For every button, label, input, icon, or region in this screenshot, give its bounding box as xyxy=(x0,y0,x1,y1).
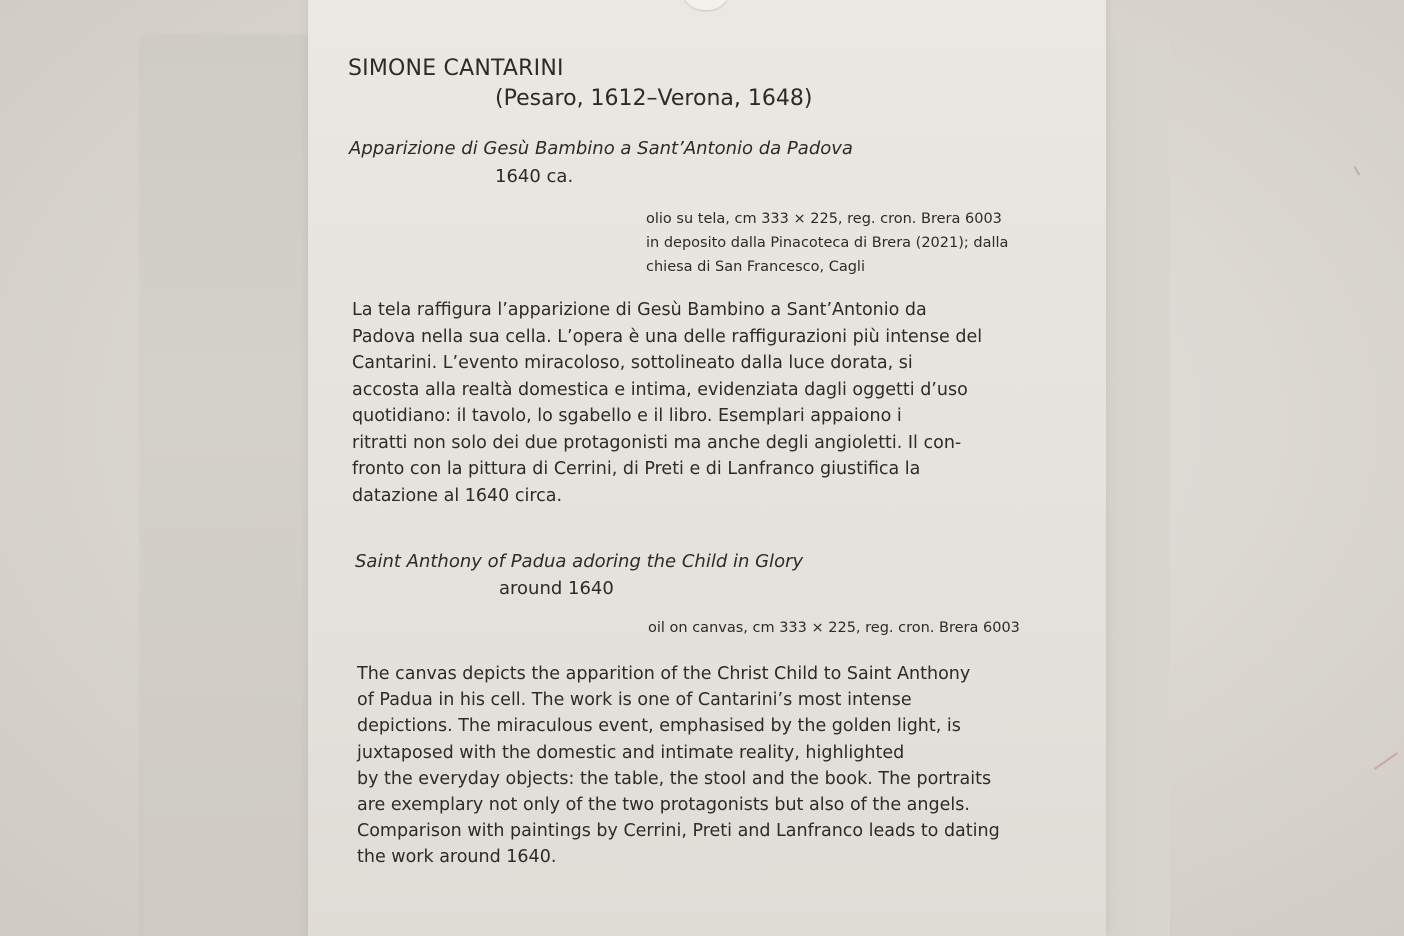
description-line: accosta alla realtà domestica e intima, evidenziata dagli oggetti d’uso xyxy=(352,379,968,400)
description-line: the work around 1640. xyxy=(357,847,557,868)
description-line: are exemplary not only of the two protagonists but also of the angels. xyxy=(357,795,970,816)
description-line: datazione al 1640 circa. xyxy=(352,485,563,506)
technical-line: in deposito dalla Pinacoteca di Brera (2021); dalla xyxy=(646,235,1009,251)
description-line: Comparison with paintings by Cerrini, Preti and Lanfranco leads to dating xyxy=(357,821,1000,842)
description-line: La tela raffigura l’apparizione di Gesù Bambino a Sant’Antonio da xyxy=(352,300,927,320)
label-card-shadow xyxy=(1104,40,1170,936)
technical-info-english: oil on canvas, cm 333 × 225, reg. cron. Brera 6003 xyxy=(648,620,1020,636)
artist-name: SIMONE CANTARINI xyxy=(348,56,564,81)
description-line: Padova nella sua cella. L’opera è una delle raffigurazioni più intense del xyxy=(352,326,983,347)
description-line: quotidiano: il tavolo, lo sgabello e il libro. Esemplari appaiono i xyxy=(352,406,902,426)
artwork-date-italian: 1640 ca. xyxy=(495,166,574,187)
artwork-title-english: Saint Anthony of Padua adoring the Child in Glory xyxy=(355,551,804,572)
technical-info-italian xyxy=(646,207,1008,279)
technical-line: chiesa di San Francesco, Cagli xyxy=(646,259,865,275)
artist-dates: (Pesaro, 1612–Verona, 1648) xyxy=(495,86,813,111)
artwork-title-italian: Apparizione di Gesù Bambino a Sant’Antonio da Padova xyxy=(349,138,853,159)
artwork-date-english: around 1640 xyxy=(499,578,614,599)
description-line: fronto con la pittura di Cerrini, di Preti e di Lanfranco giustifica la xyxy=(352,459,921,479)
back-panel xyxy=(143,36,311,936)
description-line: Cantarini. L’evento miracoloso, sottolineato dalla luce dorata, si xyxy=(352,353,913,373)
description-line: of Padua in his cell. The work is one of Cantarini’s most intense xyxy=(357,690,912,711)
description-line: ritratti non solo dei due protagonisti ma anche degli angioletti. Il con- xyxy=(352,432,962,453)
description-italian xyxy=(352,297,982,509)
description-line: juxtaposed with the domestic and intimate reality, highlighted xyxy=(357,742,905,763)
technical-line: olio su tela, cm 333 × 225, reg. cron. Brera 6003 xyxy=(646,211,1002,227)
description-line: The canvas depicts the apparition of the Christ Child to Saint Anthony xyxy=(357,664,971,684)
description-english xyxy=(357,661,1000,871)
description-line: depictions. The miraculous event, emphasised by the golden light, is xyxy=(357,716,961,737)
description-line: by the everyday objects: the table, the stool and the book. The portraits xyxy=(357,768,992,789)
